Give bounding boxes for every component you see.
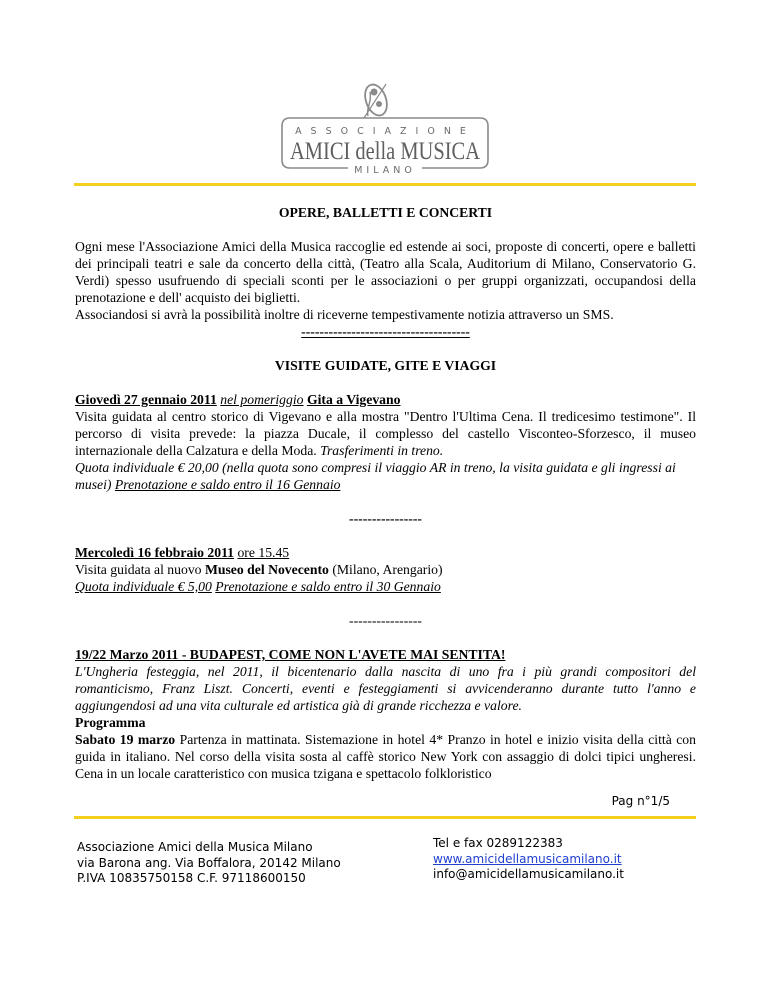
association-logo [262, 78, 508, 178]
footer-email[interactable]: info@amicidellamusicamilano.it [433, 867, 624, 881]
separator-1: ------------------------------------- [301, 324, 470, 339]
footer-address: via Barona ang. Via Boffalora, 20142 Milano [77, 855, 341, 870]
footer-right [433, 836, 624, 883]
event3-title: 19/22 Marzo 2011 - BUDAPEST, COME NON L'AVETE MAI SENTITA! [75, 647, 506, 662]
footer-left [77, 840, 341, 887]
day1-text: Partenza in mattinata. Sistemazione in hotel 4* Pranzo in hotel e inizio visita della città con guida in italiano. Nel corso della visita sosta al caffè storico New York con assaggio di dolci tipici ungheresi. Cena in un locale caratteristico con musica tzigana e spettacolo folkloristico [75, 732, 696, 781]
event1-description [75, 408, 696, 459]
footer-website-link[interactable]: www.amicidellamusicamilano.it [433, 851, 622, 866]
event2-quota [75, 578, 696, 595]
event1-heading [75, 391, 696, 408]
separator-3: ---------------- [349, 613, 422, 628]
footer-rule [74, 816, 696, 819]
event2-quota-text: Quota individuale € 5,00 [75, 579, 212, 594]
event2-museum: Museo del Novecento [204, 562, 329, 577]
section-title-visite: VISITE GUIDATE, GITE E VIAGGI [274, 358, 497, 373]
header-rule [74, 183, 696, 186]
footer-tax: P.IVA 10835750158 C.F. 97118600150 [77, 871, 306, 885]
footer-phone: Tel e fax 0289122383 [433, 836, 563, 850]
event1-quota-text: Quota individuale € 20,00 (nella quota sono compresi il viaggio AR in treno, la visita guidata e gli ingressi ai musei) [75, 460, 676, 492]
event2-heading [75, 544, 696, 561]
day1-label: Sabato 19 marzo [75, 732, 176, 747]
document-body [75, 200, 696, 782]
event1-quota [75, 459, 696, 493]
event1-date: Giovedì 27 gennaio 2011 [75, 392, 217, 407]
event1-time: nel pomeriggio [220, 392, 304, 407]
event2-date: Mercoledì 16 febbraio 2011 [75, 545, 235, 560]
event2-booking: Prenotazione e saldo entro il 30 Gennaio [215, 579, 441, 594]
event1-name: Gita a Vigevano [306, 392, 401, 407]
event2-desc-suffix: (Milano, Arengario) [332, 562, 443, 577]
section-title-opere: OPERE, BALLETTI E CONCERTI [278, 205, 493, 220]
event2-time: ore 15.45 [237, 545, 290, 560]
logo-line3: MILANO [354, 165, 416, 176]
footer-org-name: Associazione Amici della Musica Milano [77, 840, 313, 854]
sms-note: Associandosi si avrà la possibilità inoltre di riceverne tempestivamente notizia attraverso un SMS. [75, 307, 614, 322]
event2-description [75, 561, 696, 578]
violin-scroll-icon [361, 82, 391, 119]
opere-paragraph: Ogni mese l'Associazione Amici della Musica raccoglie ed estende ai soci, proposte di concerti, opere e balletti dei principali teatri e sale da concerto della città, (Teatro alla Scala, Auditorium di Milano, Conservatorio G. Verdi) spesso usufruendo di speciali sconti per le associazioni o per gruppi organizzati, occupandosi della prenotazione e dell' acquisto dei biglietti. [75, 239, 696, 305]
event2-desc-prefix: Visita guidata al nuovo [75, 562, 202, 577]
event1-desc-text: Visita guidata al centro storico di Vigevano e alla mostra "Dentro l'Ultima Cena. Il tredicesimo testimone". Il percorso di visita prevede: la piazza Ducale, il complesso del castello Visconteo-Sforzesco, il museo internazionale della Calzatura e della Moda. [75, 409, 696, 458]
logo-line2: AMICI della MUSICA [290, 138, 480, 165]
event3-day1 [75, 731, 696, 782]
event1-booking: Prenotazione e saldo entro il 16 Gennaio [114, 477, 341, 492]
event1-transfer: Trasferimenti in treno. [320, 443, 444, 458]
separator-2: ---------------- [349, 511, 422, 526]
page-number: Pag n°1/5 [611, 794, 670, 808]
event3-intro: L'Ungheria festeggia, nel 2011, il bicentenario dalla nascita di uno fra i più grandi compositori del romanticismo, Franz Liszt. Concerti, eventi e festeggiamenti si avvicenderanno durante tutto l'anno e aggiungendosi ad una vita culturale ed artistica già di grande ricchezza e valore. [75, 664, 696, 713]
logo-graphic [262, 78, 508, 178]
logo-line1: ASSOCIAZIONE [295, 126, 475, 137]
program-label: Programma [75, 715, 146, 730]
